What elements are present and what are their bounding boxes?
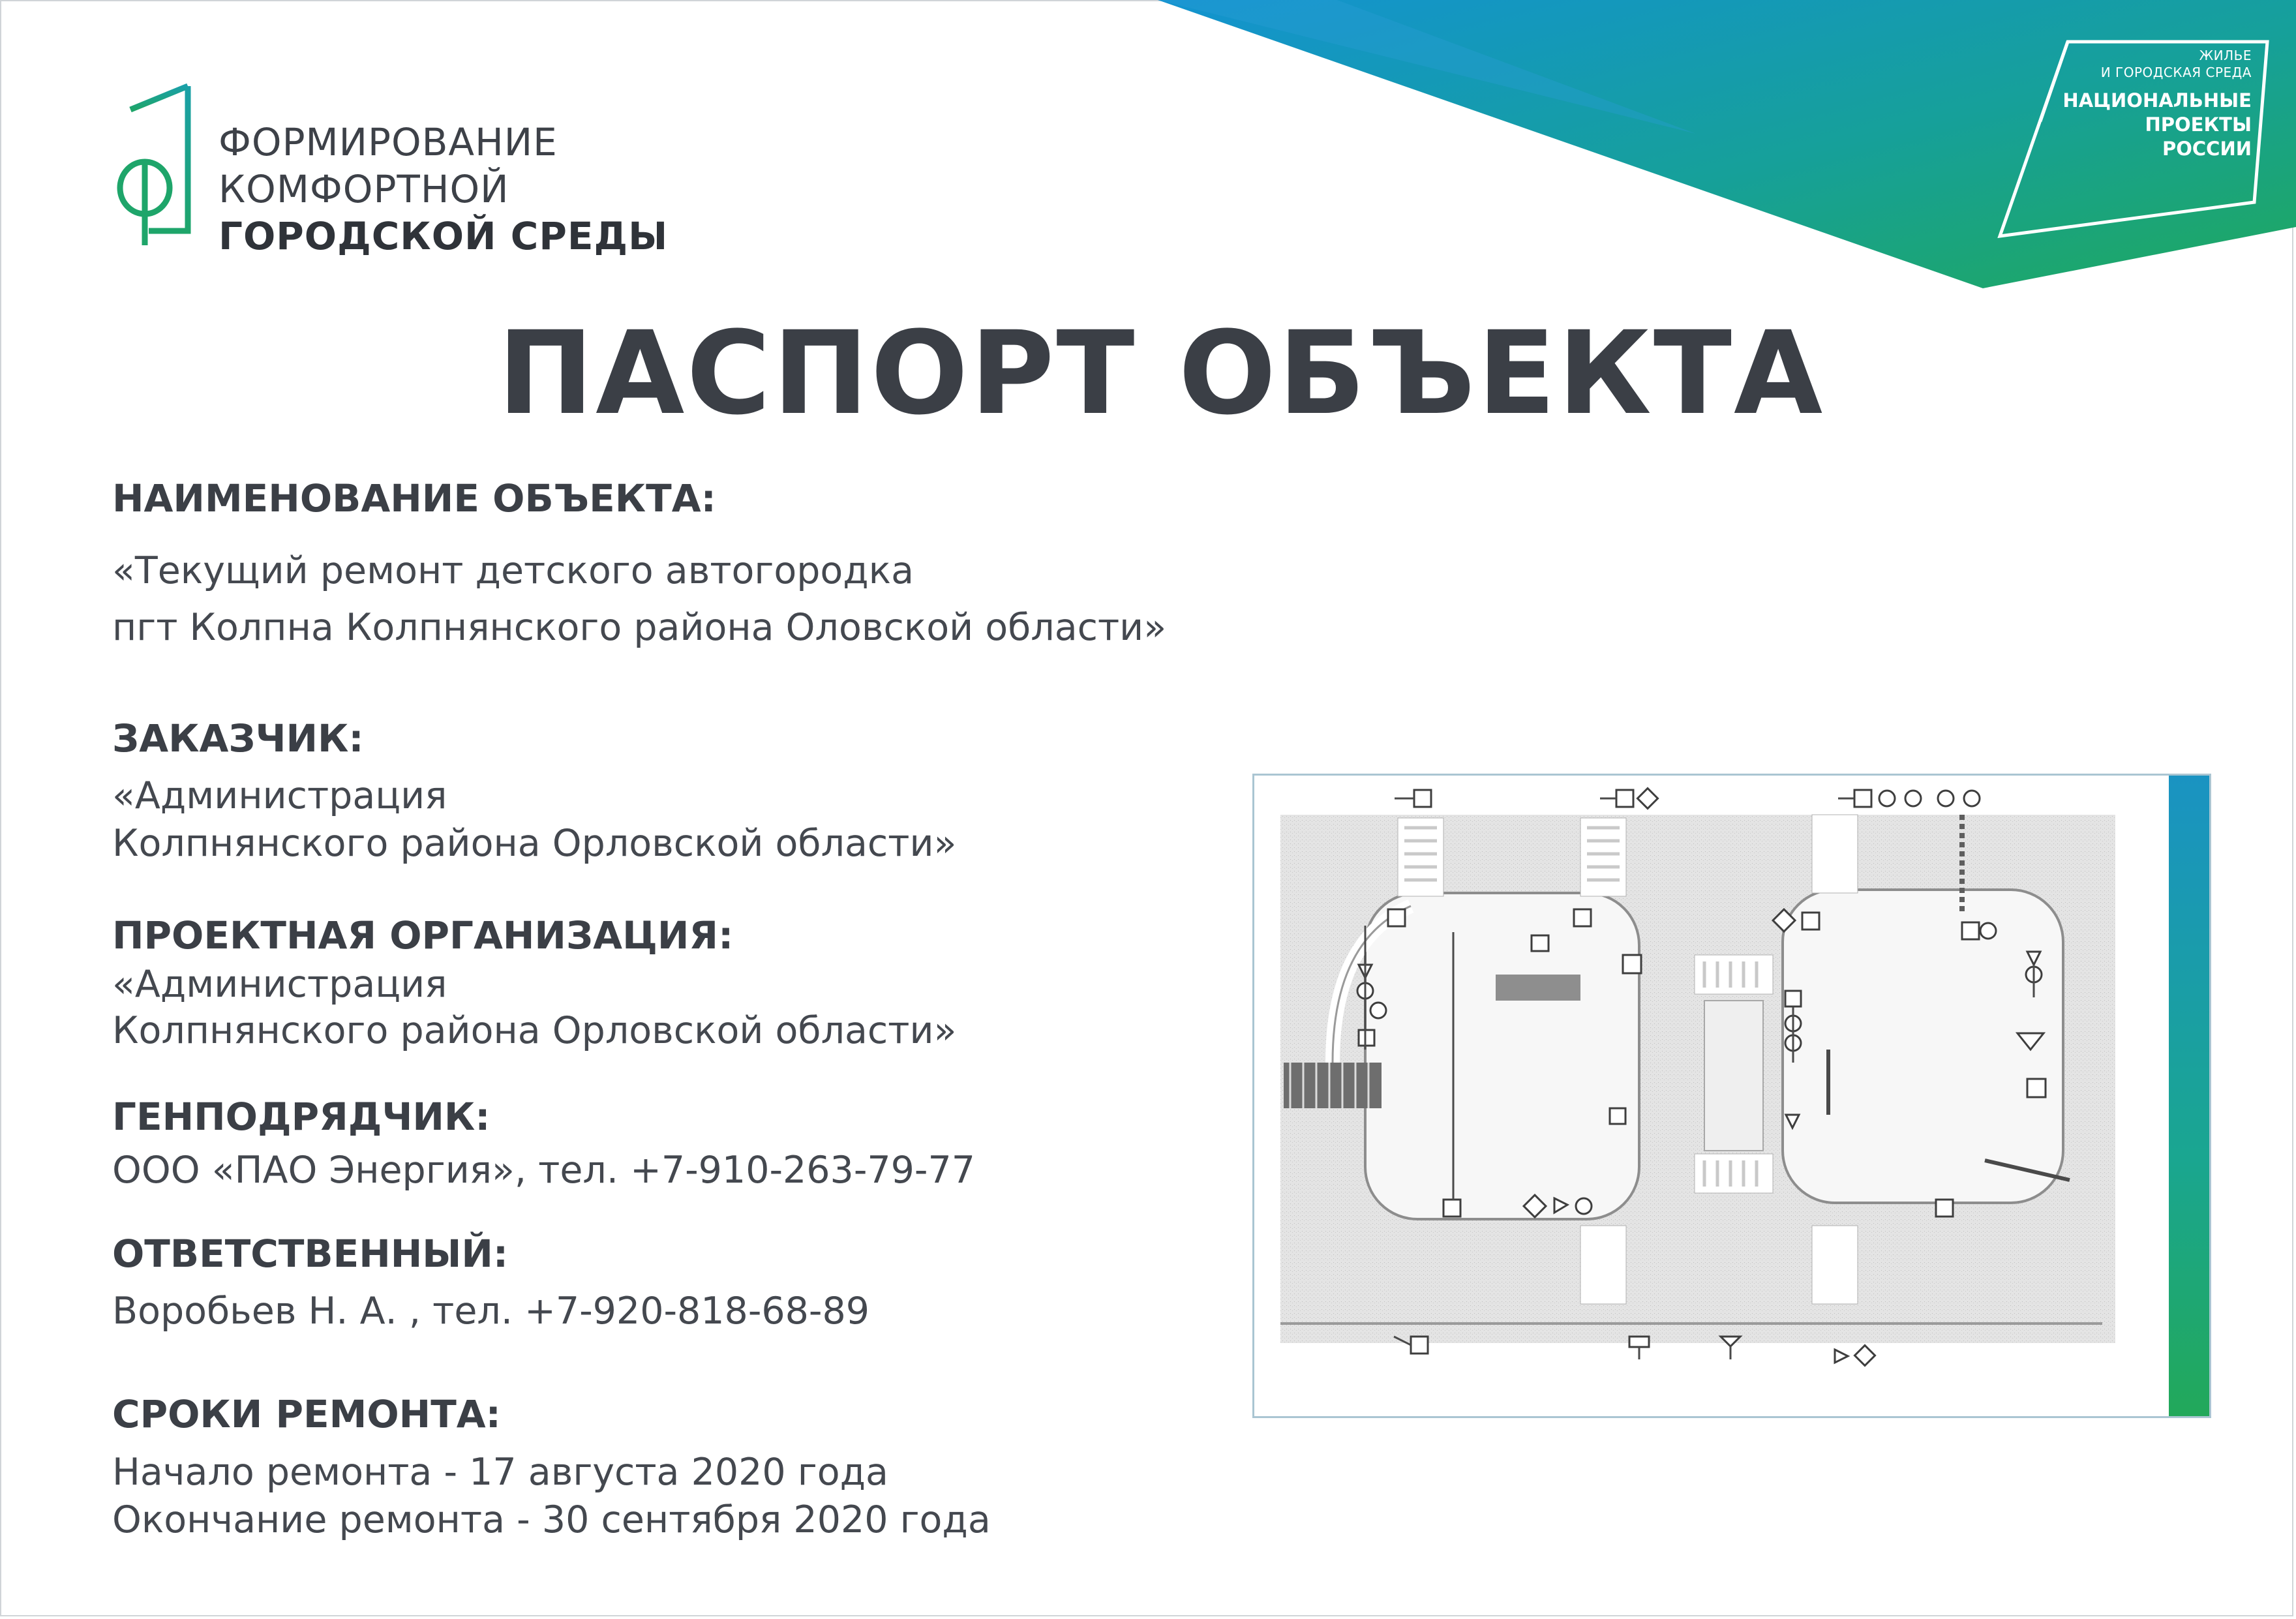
schedule-start-value: Начало ремонта - 17 августа 2020 года [112,1451,888,1494]
np-big-line-1: НАЦИОНАЛЬНЫЕ [2062,89,2252,112]
logo-line-2: КОМФОРТНОЙ [219,167,509,211]
schedule-end-value: Окончание ремонта - 30 сентября 2020 года [112,1498,991,1541]
plan-accent-bar [2169,776,2209,1416]
contractor-label: ГЕНПОДРЯДЧИК: [112,1095,491,1139]
schedule-label: СРОКИ РЕМОНТА: [112,1392,501,1436]
design-org-value-line-2: Колпнянского района Орловской области» [112,1009,957,1052]
responsible-value: Воробьев Н. А. , тел. +7-920-818-68-89 [112,1290,870,1333]
playground-site-plan-image [1252,774,2211,1418]
np-big-line-2: ПРОЕКТЫ [2145,113,2252,136]
logo-line-3: ГОРОДСКОЙ СРЕДЫ [219,214,669,258]
responsible-label: ОТВЕТСТВЕННЫЙ: [112,1232,509,1276]
contractor-value: ООО «ПАО Энергия», тел. +7-910-263-79-77 [112,1149,976,1192]
design-org-label: ПРОЕКТНАЯ ОРГАНИЗАЦИЯ: [112,913,734,958]
customer-value-line-1: «Администрация [112,774,447,817]
customer-value-line-2: Колпнянского района Орловской области» [112,822,957,865]
comfortable-city-logo-icon [111,83,202,248]
logo-line-1: ФОРМИРОВАНИЕ [219,120,558,164]
object-name-label: НАИМЕНОВАНИЕ ОБЪЕКТА: [112,476,716,521]
np-small-line-2: И ГОРОДСКАЯ СРЕДА [2100,65,2252,80]
design-org-value-line-1: «Администрация [112,963,447,1006]
customer-label: ЗАКАЗЧИК: [112,716,364,761]
logo-wordmark [219,119,668,260]
national-projects-text [2017,47,2252,160]
site-plan-drawing [1254,776,2171,1416]
np-small-line-1: ЖИЛЬЕ [2199,48,2252,63]
page-title: ПАСПОРТ ОБЪЕКТА [497,307,1825,440]
np-big-line-3: РОССИИ [2162,138,2252,160]
object-name-value-line-1: «Текущий ремонт детского автогородка [112,549,914,592]
object-name-value-line-2: пгт Колпна Колпнянского района Оловской области» [112,606,1167,649]
